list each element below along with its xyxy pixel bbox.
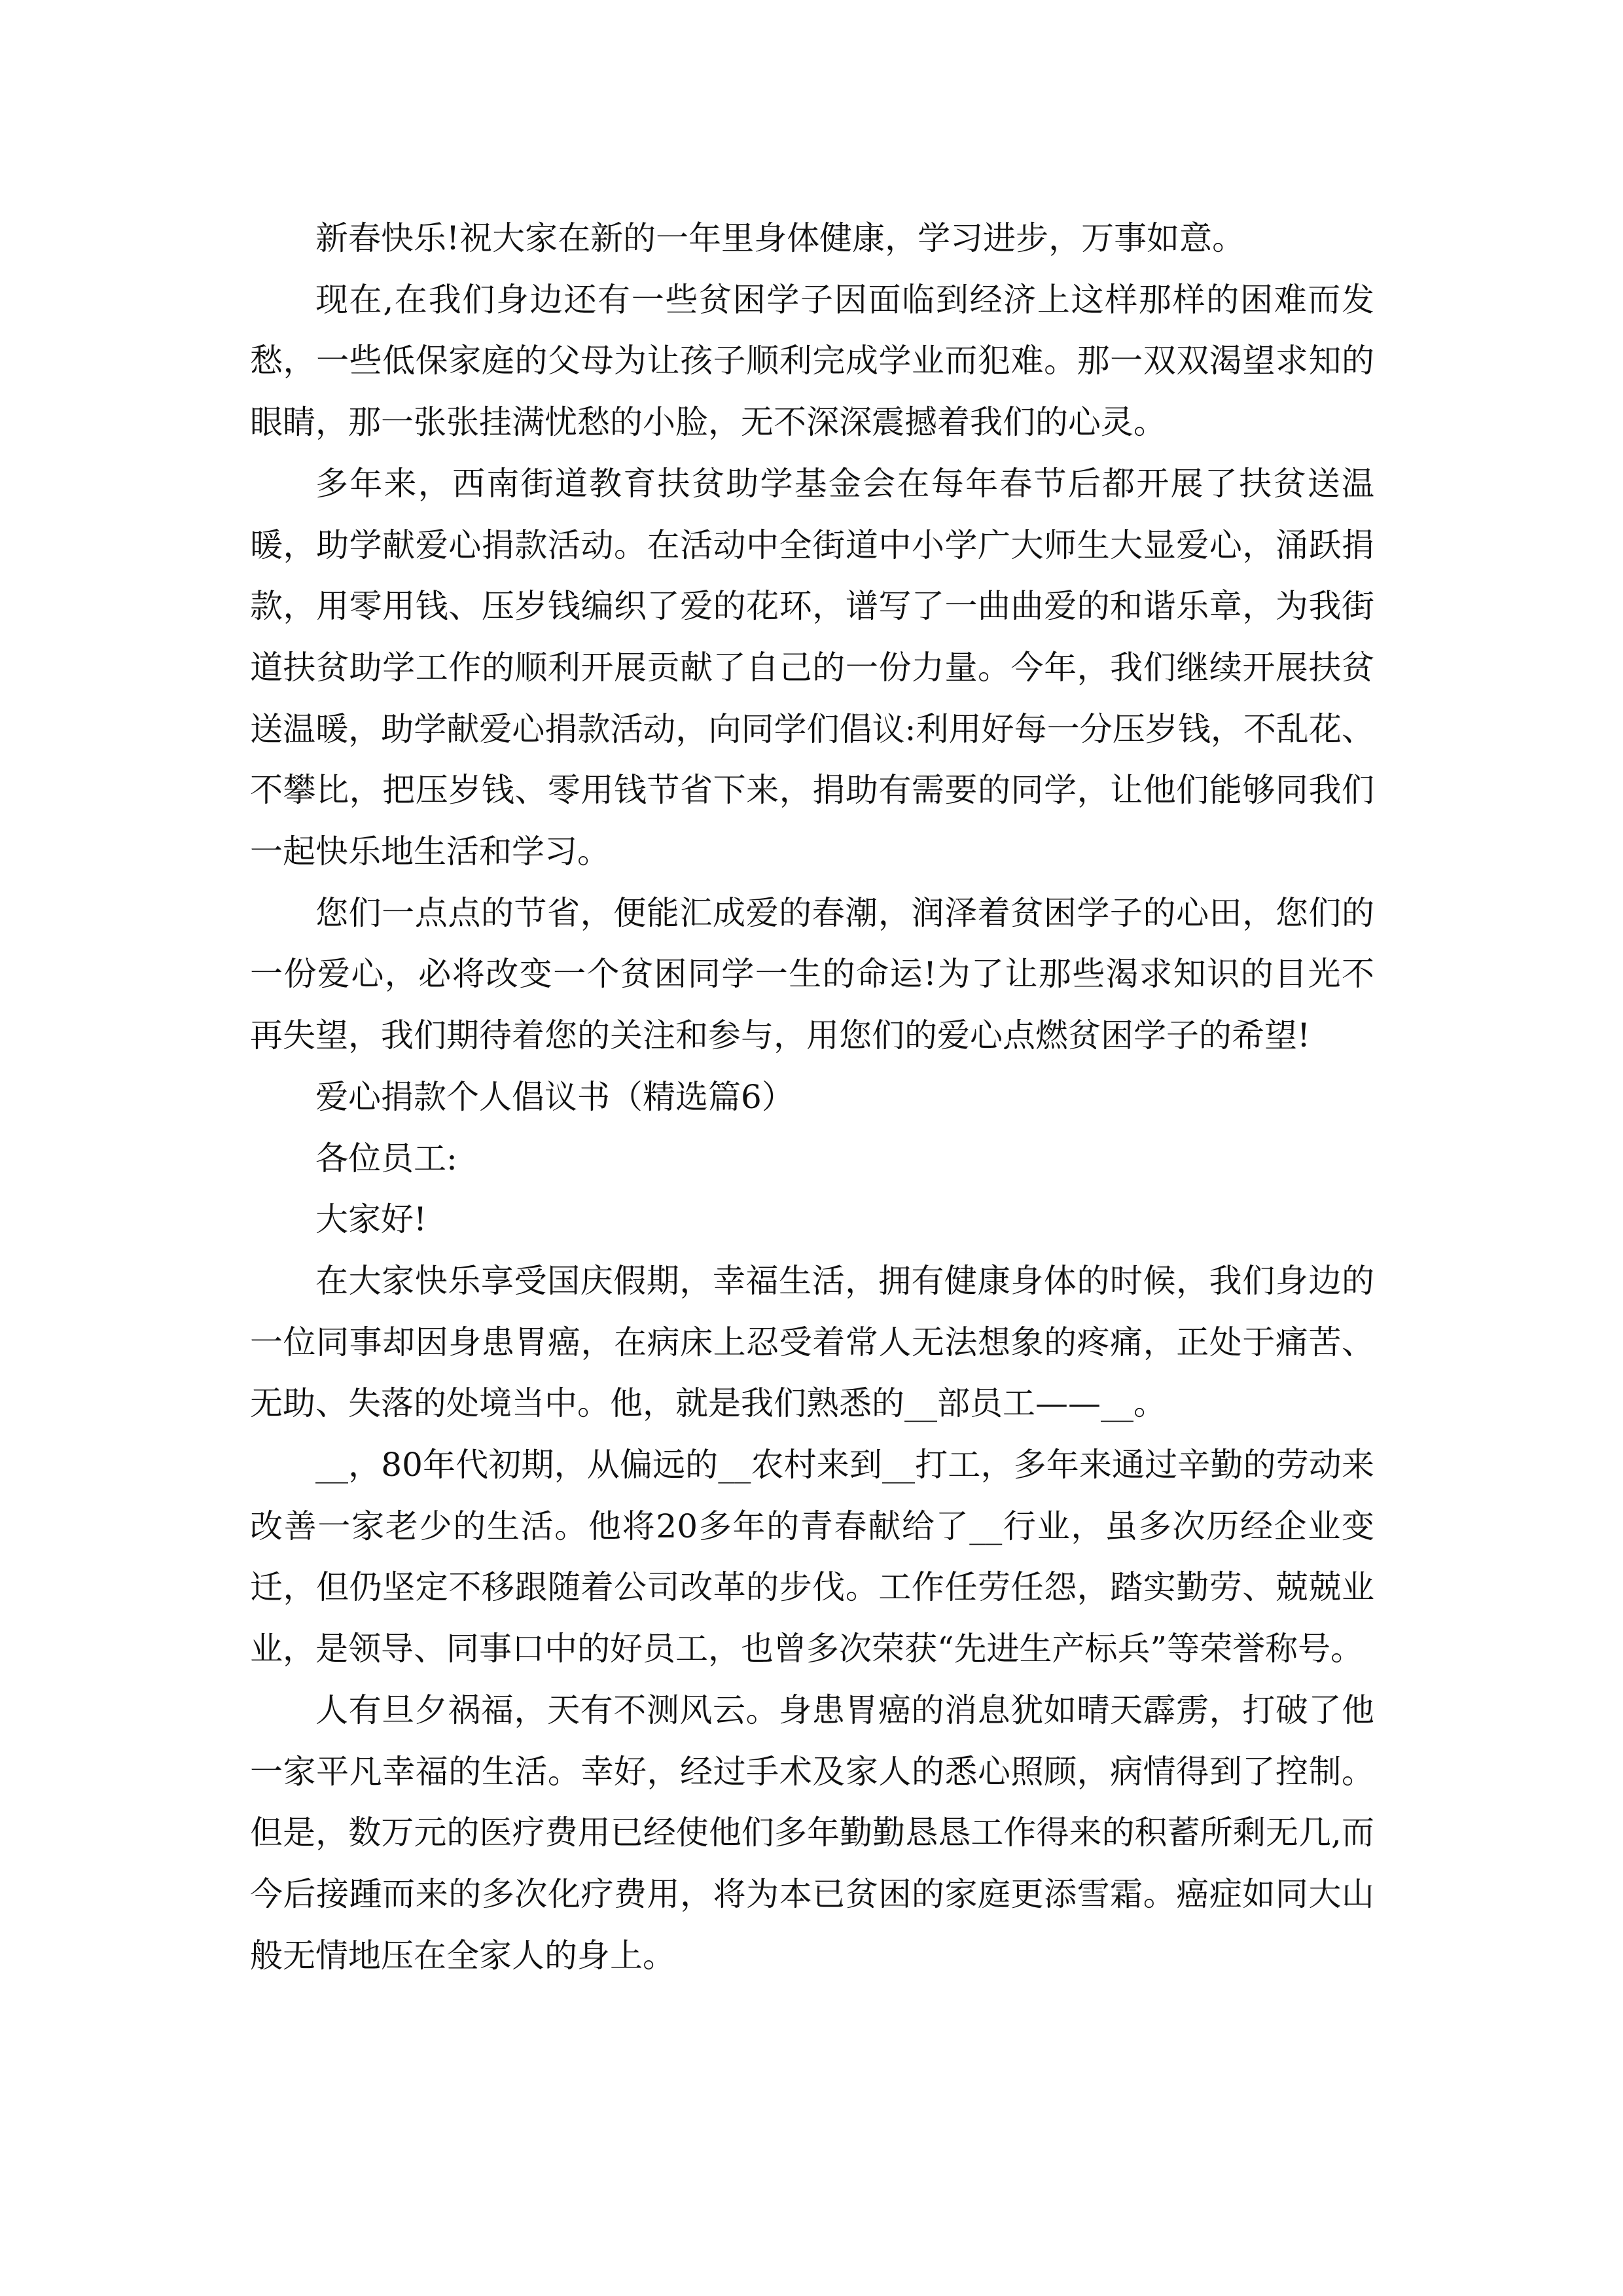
salutation: 各位员工:	[315, 1139, 457, 1177]
paragraph-poor-students: 现在,在我们身边还有一些贫困学子因面临到经济上这样那样的困难而发愁，一些低保家庭的父母为让孩子顺利完成学业而犯难。那一双双渴望求知的眼睛，那一张张挂满忧愁的小脸，无不深深震撼着我们的心灵。	[250, 280, 1374, 442]
document-body	[250, 208, 1374, 1986]
paragraph-donation-activity: 多年来，西南街道教育扶贫助学基金会在每年春节后都开展了扶贫送温暖，助学献爱心捐款活动。在活动中全街道中小学广大师生大显爱心，涌跃捐款，用零用钱、压岁钱编织了爱的花环，谱写了一曲曲爱的和谐乐章，为我街道扶贫助学工作的顺利开展贡献了自己的一份力量。今年，我们继续开展扶贫送温暖，助学献爱心捐款活动，向同学们倡议:利用好每一分压岁钱，不乱花、不攀比，把压岁钱、零用钱节省下来，捐助有需要的同学，让他们能够同我们一起快乐地生活和学习。	[250, 464, 1374, 871]
paragraph-colleague-background: __，80年代初期，从偏远的__农村来到__打工，多年来通过辛勤的劳动来改善一家老少的生活。他将20多年的青春献给了__行业，虽多次历经企业变迁，但仍坚定不移跟随着公司改革的步伐。工作任劳任怨，踏实勤劳、兢兢业业，是领导、同事口中的好员工，也曾多次荣获“先进生产标兵”等荣誉称号。	[250, 1446, 1374, 1668]
greeting: 大家好!	[315, 1200, 427, 1239]
paragraph-medical-costs: 人有旦夕祸福，天有不测风云。身患胃癌的消息犹如晴天霹雳，打破了他一家平凡幸福的生活。幸好，经过手术及家人的悉心照顾，病情得到了控制。但是，数万元的医疗费用已经使他们多年勤勤恳恳工作得来的积蓄所剩无几,而今后接踵而来的多次化疗费用，将为本已贫困的家庭更添雪霜。癌症如同大山般无情地压在全家人的身上。	[250, 1691, 1374, 1975]
paragraph-new-year-greeting: 新春快乐!祝大家在新的一年里身体健康，学习进步，万事如意。	[315, 219, 1245, 257]
paragraph-colleague-illness: 在大家快乐享受国庆假期，幸福生活，拥有健康身体的时候，我们身边的一位同事却因身患胃癌，在病床上忍受着常人无法想象的疼痛，正处于痛苦、无助、失落的处境当中。他，就是我们熟悉的__部员工——__。	[250, 1261, 1374, 1423]
paragraph-appeal-closing: 您们一点点的节省，便能汇成爱的春潮，润泽着贫困学子的心田，您们的一份爱心，必将改变一个贫困同学一生的命运!为了让那些渴求知识的目光不再失望，我们期待着您的关注和参与，用您们的爱心点燃贫困学子的希望!	[250, 893, 1374, 1055]
section-title: 爱心捐款个人倡议书（精选篇6）	[315, 1077, 794, 1116]
